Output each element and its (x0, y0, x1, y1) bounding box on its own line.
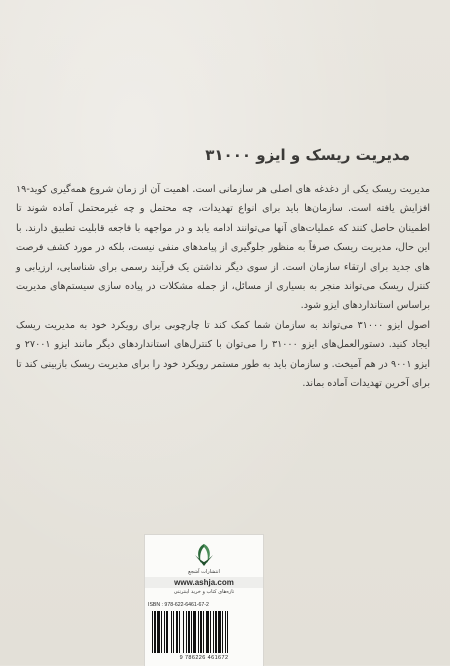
barcode-bar (206, 611, 209, 653)
isbn-label: ISBN : 978-622-6461-67-2 (148, 602, 209, 608)
barcode-bar (193, 611, 196, 653)
barcode-bar (176, 611, 178, 653)
publisher-logo-icon (189, 541, 219, 569)
publisher-tagline: تازه‌های کتاب و خرید اینترنتی (173, 589, 235, 595)
barcode-bar (152, 611, 153, 653)
blurb (16, 180, 430, 393)
barcode-bar (183, 611, 184, 653)
barcode-bar (218, 611, 221, 653)
barcode-bar (203, 611, 204, 653)
barcode-bar (166, 611, 168, 653)
barcode-bar (200, 611, 202, 653)
barcode-number: 9 786226 461672 (179, 655, 229, 661)
barcode-bar (179, 611, 180, 653)
barcode-bar (210, 611, 211, 653)
barcode-bar (171, 611, 172, 653)
barcode-bar (157, 611, 160, 653)
barcode-bar (191, 611, 192, 653)
barcode-bar (225, 611, 226, 653)
barcode-bar (154, 611, 156, 653)
barcode-bar (213, 611, 214, 653)
barcode-bar (173, 611, 174, 653)
barcode-bar (186, 611, 187, 653)
publisher-website: www.ashja.com (145, 577, 263, 588)
publisher-name: انتشارات آشجع (188, 569, 220, 575)
publisher-imprint-box (144, 534, 264, 666)
blurb-paragraph-2: اصول ایزو ۳۱۰۰۰ می‌تواند به سازمان شما کمک کند تا چارچوبی برای رویکرد خود به مدیریت ریسک ایجاد کنید. دستورالعمل‌های ایزو ۳۱۰۰۰ را می‌توان با کنترل‌های استانداردهای دیگر مانند ایزو ۲۷۰۰۱ و ایزو ۹۰۰۱ در هم آمیخت. و سازمان باید به طور مستمر رویکرد خود را برای مدیریت ریسک بازبینی کند تا برای آخرین تهدیدات آماده بماند. (16, 319, 431, 390)
barcode-bar (227, 611, 228, 653)
blurb-paragraph-1: مدیریت ریسک یکی از دغدغه های اصلی هر سازمانی است. اهمیت آن از زمان شروع همه‌گیری کوید-۱۹ افزایش یافته است. سازمان‌ها باید برای انواع تهدیدات، چه محتمل و چه غیرمحتمل آماده شوند تا اطمینان حاصل کنند که عملیات‌های آنها می‌توانند ادامه یابد و در مواجهه با فاجعه قابلیت تطبیق دارند. با این حال، مدیریت ریسک صرفاً به منظور جلوگیری از پیامدهای منفی نیست، بلکه در مورد کشف فرصت های جدید برای ارتقاء سازمان است. از سوی دیگر نداشتن یک فرآیند رسمی برای شناسایی، ارزیابی و کنترل ریسک می‌تواند منجر به بسیاری از مسائل، از جمله مشکلات در پیاده سازی سیستم‌های مدیریت براساس استانداردهای ایزو شود. (16, 184, 430, 312)
barcode-bar (198, 611, 199, 653)
barcode-bar (222, 611, 223, 653)
barcode-bar (188, 611, 190, 653)
barcode (150, 611, 258, 653)
barcode-bar (164, 611, 165, 653)
barcode-bar (161, 611, 162, 653)
barcode-bar (215, 611, 217, 653)
book-title: مدیریت ریسک و ایزو ۳۱۰۰۰ (205, 146, 410, 164)
